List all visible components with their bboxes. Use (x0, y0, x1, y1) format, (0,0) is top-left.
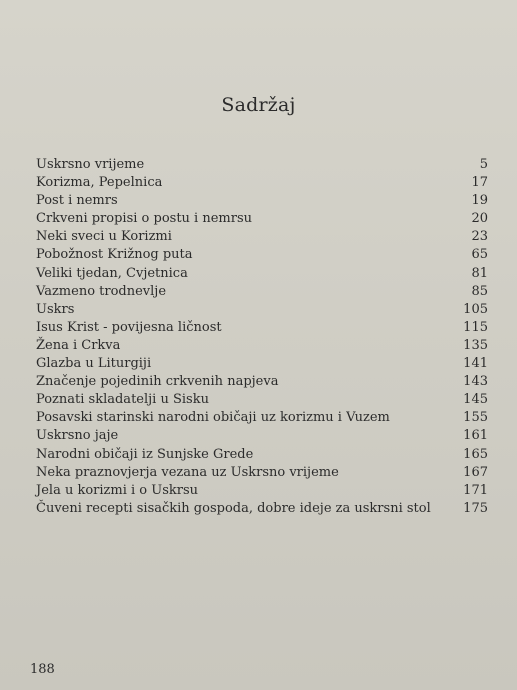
toc-entry-title: Jela u korizmi i o Uskrsu (36, 482, 199, 498)
toc-entry-title: Pobožnost Križnog puta (36, 247, 193, 263)
toc-entry-page: 20 (471, 211, 488, 227)
toc-entry (36, 192, 488, 210)
toc-entry-page: 141 (463, 356, 488, 372)
toc-entry-page: 167 (463, 464, 488, 480)
toc-entry-title: Žena i Crkva (36, 337, 121, 353)
toc-entry (36, 301, 488, 319)
toc-entry (36, 409, 488, 427)
toc-entry-page: 23 (471, 229, 488, 245)
toc-entry (36, 427, 488, 445)
toc-entry-page: 65 (471, 247, 488, 263)
toc-entry-page: 155 (463, 410, 488, 426)
table-of-contents (36, 156, 488, 518)
toc-entry-title: Glazba u Liturgiji (36, 356, 152, 372)
toc-entry-page: 115 (463, 319, 488, 335)
toc-entry-page: 19 (471, 193, 488, 209)
toc-entry-page: 135 (463, 337, 488, 353)
toc-entry (36, 156, 488, 174)
toc-entry-title: Narodni običaji iz Sunjske Grede (36, 446, 254, 462)
toc-entry-title: Vazmeno trodnevlje (36, 283, 167, 299)
toc-entry (36, 246, 488, 264)
toc-entry-title: Poznati skladatelji u Sisku (36, 392, 209, 408)
toc-entry (36, 464, 488, 482)
toc-entry (36, 228, 488, 246)
toc-entry (36, 265, 488, 283)
toc-entry (36, 355, 488, 373)
toc-entry-title: Posavski starinski narodni običaji uz korizmu i Vuzem (36, 410, 390, 426)
toc-entry-page: 165 (463, 446, 488, 462)
toc-entry (36, 373, 488, 391)
toc-entry (36, 174, 488, 192)
toc-entry-page: 81 (471, 265, 488, 281)
toc-entry-title: Korizma, Pepelnica (36, 175, 163, 191)
toc-entry (36, 482, 488, 500)
toc-entry (36, 446, 488, 464)
toc-entry-title: Isus Krist - povijesna ličnost (36, 319, 222, 335)
toc-entry-title: Veliki tjedan, Cvjetnica (36, 265, 188, 281)
toc-entry-title: Čuveni recepti sisačkih gospoda, dobre ideje za uskrsni stol (36, 500, 431, 516)
page-number: 188 (30, 662, 55, 677)
toc-entry-page: 105 (463, 301, 488, 317)
toc-entry (36, 210, 488, 228)
page-title: Sadržaj (221, 94, 296, 116)
toc-entry-page: 145 (463, 392, 488, 408)
toc-entry (36, 337, 488, 355)
toc-entry-title: Neki sveci u Korizmi (36, 229, 172, 245)
toc-entry-title: Crkveni propisi o postu i nemrsu (36, 211, 252, 227)
toc-entry-title: Značenje pojedinih crkvenih napjeva (36, 374, 279, 390)
toc-entry-page: 143 (463, 374, 488, 390)
toc-entry (36, 391, 488, 409)
toc-entry-page: 5 (479, 157, 488, 172)
toc-entry-page: 85 (471, 283, 488, 299)
toc-entry-page: 161 (463, 428, 488, 444)
toc-entry-title: Uskrsno vrijeme (36, 157, 145, 172)
toc-entry-title: Uskrsno jaje (36, 428, 119, 444)
toc-entry-title: Post i nemrs (36, 193, 118, 209)
toc-entry (36, 283, 488, 301)
toc-entry (36, 319, 488, 337)
toc-entry-title: Neka praznovjerja vezana uz Uskrsno vrijeme (36, 464, 339, 480)
toc-entry-page: 175 (463, 500, 488, 516)
toc-entry-title: Uskrs (36, 301, 75, 317)
toc-entry-page: 171 (463, 482, 488, 498)
toc-entry-page: 17 (471, 175, 488, 191)
toc-entry (36, 500, 488, 518)
